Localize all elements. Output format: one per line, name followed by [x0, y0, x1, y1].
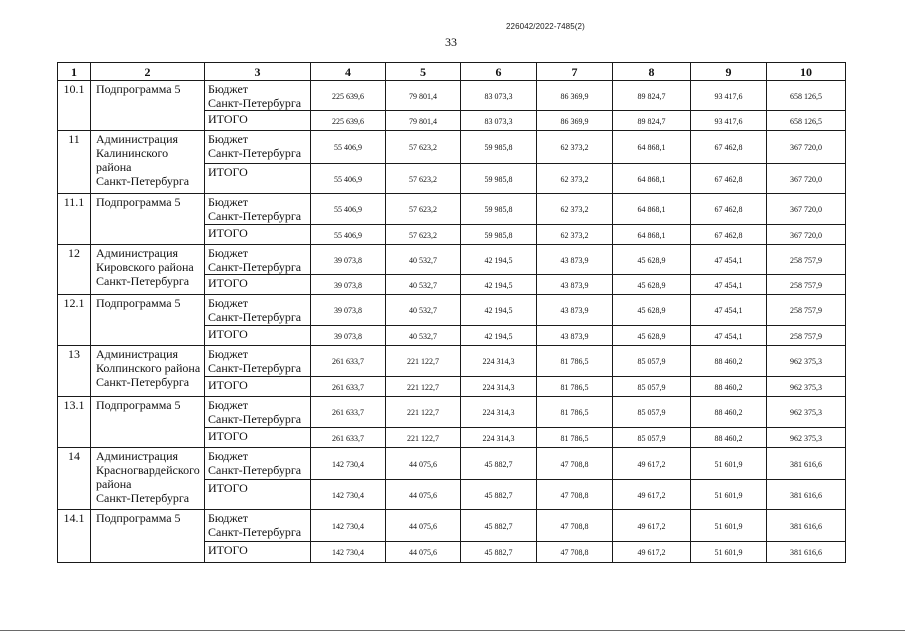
- value-cell: 85 057,9: [613, 428, 691, 448]
- value-cell: 40 532,7: [386, 326, 461, 346]
- funding-source-line: Санкт-Петербурга: [208, 361, 302, 375]
- funding-source-line: ИТОГО: [208, 481, 248, 495]
- value-cell: 962 375,3: [767, 397, 846, 428]
- funding-source: [205, 164, 311, 194]
- funding-source: [205, 81, 311, 111]
- value-cell: 221 122,7: [386, 397, 461, 428]
- value-cell: 47 708,8: [537, 448, 613, 480]
- funding-source-line: ИТОГО: [208, 378, 248, 392]
- value-cell: 79 801,4: [386, 111, 461, 131]
- value-cell: 42 194,5: [461, 295, 537, 326]
- value-cell: 59 985,8: [461, 131, 537, 164]
- table-row: [58, 295, 846, 326]
- table-row: [58, 81, 846, 111]
- value-cell: 47 454,1: [691, 326, 767, 346]
- value-cell: 85 057,9: [613, 397, 691, 428]
- row-name: [91, 346, 205, 397]
- value-cell: 962 375,3: [767, 377, 846, 397]
- value-cell: 89 824,7: [613, 81, 691, 111]
- value-cell: 367 720,0: [767, 225, 846, 245]
- value-cell: 86 369,9: [537, 81, 613, 111]
- value-cell: 43 873,9: [537, 275, 613, 295]
- funding-source: [205, 448, 311, 480]
- funding-source: [205, 346, 311, 377]
- value-cell: 81 786,5: [537, 397, 613, 428]
- value-cell: 381 616,6: [767, 510, 846, 542]
- value-cell: 40 532,7: [386, 295, 461, 326]
- funding-source-line: Бюджет: [208, 511, 249, 525]
- value-cell: 81 786,5: [537, 346, 613, 377]
- value-cell: 49 617,2: [613, 448, 691, 480]
- value-cell: 224 314,3: [461, 397, 537, 428]
- row-name-line: района: [96, 160, 132, 174]
- value-cell: 45 628,9: [613, 295, 691, 326]
- value-cell: 44 075,6: [386, 448, 461, 480]
- row-name: [91, 81, 205, 131]
- column-header: 6: [461, 63, 537, 81]
- value-cell: 42 194,5: [461, 326, 537, 346]
- row-name-line: Санкт-Петербурга: [96, 274, 190, 288]
- row-name-line: Подпрограмма 5: [96, 511, 181, 525]
- value-cell: 224 314,3: [461, 346, 537, 377]
- value-cell: 57 623,2: [386, 194, 461, 225]
- value-cell: 221 122,7: [386, 428, 461, 448]
- column-header: 2: [91, 63, 205, 81]
- value-cell: 59 985,8: [461, 194, 537, 225]
- row-name: [91, 295, 205, 346]
- value-cell: 381 616,6: [767, 480, 846, 510]
- value-cell: 45 628,9: [613, 245, 691, 275]
- funding-source-line: Санкт-Петербурга: [208, 412, 302, 426]
- value-cell: 47 454,1: [691, 295, 767, 326]
- row-name-line: Администрация: [96, 132, 179, 146]
- value-cell: 81 786,5: [537, 428, 613, 448]
- funding-source-line: Санкт-Петербурга: [208, 146, 302, 160]
- value-cell: 67 462,8: [691, 131, 767, 164]
- value-cell: 64 868,1: [613, 164, 691, 194]
- funding-source: [205, 295, 311, 326]
- value-cell: 47 708,8: [537, 510, 613, 542]
- table-row: [58, 510, 846, 542]
- value-cell: 64 868,1: [613, 225, 691, 245]
- value-cell: 45 628,9: [613, 326, 691, 346]
- row-number: 11.1: [58, 194, 91, 245]
- funding-source-line: Бюджет: [208, 398, 249, 412]
- scan-edge-line: [0, 630, 905, 631]
- value-cell: 44 075,6: [386, 480, 461, 510]
- funding-source: [205, 377, 311, 397]
- row-name-line: Администрация: [96, 246, 179, 260]
- document-number: 226042/2022-7485(2): [506, 22, 585, 31]
- funding-source-line: Бюджет: [208, 449, 249, 463]
- row-number: 12.1: [58, 295, 91, 346]
- value-cell: 261 633,7: [311, 377, 386, 397]
- value-cell: 67 462,8: [691, 225, 767, 245]
- value-cell: 258 757,9: [767, 326, 846, 346]
- value-cell: 51 601,9: [691, 510, 767, 542]
- value-cell: 261 633,7: [311, 346, 386, 377]
- funding-source-line: Санкт-Петербурга: [208, 525, 302, 539]
- row-name-line: Подпрограмма 5: [96, 296, 181, 310]
- row-name: [91, 131, 205, 194]
- value-cell: 42 194,5: [461, 245, 537, 275]
- table-row: [58, 346, 846, 377]
- value-cell: 49 617,2: [613, 480, 691, 510]
- value-cell: 86 369,9: [537, 111, 613, 131]
- funding-source: [205, 326, 311, 346]
- value-cell: 62 373,2: [537, 131, 613, 164]
- value-cell: 51 601,9: [691, 448, 767, 480]
- funding-source: [205, 131, 311, 164]
- row-name: [91, 510, 205, 563]
- value-cell: 64 868,1: [613, 131, 691, 164]
- column-header: 7: [537, 63, 613, 81]
- value-cell: 62 373,2: [537, 164, 613, 194]
- column-header: 10: [767, 63, 846, 81]
- row-name-line: Калининского: [96, 146, 169, 160]
- funding-source-line: ИТОГО: [208, 429, 248, 443]
- value-cell: 39 073,8: [311, 245, 386, 275]
- value-cell: 57 623,2: [386, 131, 461, 164]
- row-name-line: района: [96, 477, 132, 491]
- value-cell: 59 985,8: [461, 225, 537, 245]
- column-header: 3: [205, 63, 311, 81]
- funding-source: [205, 275, 311, 295]
- value-cell: 55 406,9: [311, 194, 386, 225]
- funding-source: [205, 194, 311, 225]
- value-cell: 221 122,7: [386, 346, 461, 377]
- value-cell: 142 730,4: [311, 480, 386, 510]
- value-cell: 55 406,9: [311, 225, 386, 245]
- table-header-row: [58, 63, 846, 81]
- funding-source-line: Санкт-Петербурга: [208, 463, 302, 477]
- value-cell: 62 373,2: [537, 194, 613, 225]
- value-cell: 88 460,2: [691, 397, 767, 428]
- value-cell: 47 454,1: [691, 245, 767, 275]
- funding-source-line: ИТОГО: [208, 112, 248, 126]
- column-header: 5: [386, 63, 461, 81]
- value-cell: 45 882,7: [461, 480, 537, 510]
- column-header: 4: [311, 63, 386, 81]
- value-cell: 225 639,6: [311, 81, 386, 111]
- value-cell: 57 623,2: [386, 164, 461, 194]
- column-header: 9: [691, 63, 767, 81]
- row-number: 13.1: [58, 397, 91, 448]
- table-body: [58, 81, 846, 563]
- value-cell: 381 616,6: [767, 448, 846, 480]
- column-header: 1: [58, 63, 91, 81]
- value-cell: 44 075,6: [386, 542, 461, 563]
- value-cell: 43 873,9: [537, 295, 613, 326]
- row-name-line: Кировского района: [96, 260, 194, 274]
- value-cell: 44 075,6: [386, 510, 461, 542]
- value-cell: 962 375,3: [767, 346, 846, 377]
- value-cell: 62 373,2: [537, 225, 613, 245]
- value-cell: 43 873,9: [537, 326, 613, 346]
- value-cell: 51 601,9: [691, 542, 767, 563]
- row-name-line: Красногвардейского: [96, 463, 200, 477]
- value-cell: 142 730,4: [311, 510, 386, 542]
- page-number: 33: [445, 35, 457, 49]
- row-name: [91, 194, 205, 245]
- value-cell: 93 417,6: [691, 81, 767, 111]
- value-cell: 261 633,7: [311, 428, 386, 448]
- value-cell: 57 623,2: [386, 225, 461, 245]
- value-cell: 962 375,3: [767, 428, 846, 448]
- value-cell: 49 617,2: [613, 542, 691, 563]
- value-cell: 43 873,9: [537, 245, 613, 275]
- value-cell: 221 122,7: [386, 377, 461, 397]
- row-name-line: Администрация: [96, 449, 179, 463]
- funding-source-line: Санкт-Петербурга: [208, 310, 302, 324]
- row-name-line: Санкт-Петербурга: [96, 491, 190, 505]
- row-number: 11: [58, 131, 91, 194]
- row-number: 13: [58, 346, 91, 397]
- value-cell: 93 417,6: [691, 111, 767, 131]
- table-row: [58, 194, 846, 225]
- funding-source-line: Санкт-Петербурга: [208, 96, 302, 110]
- value-cell: 45 882,7: [461, 448, 537, 480]
- row-name: [91, 245, 205, 295]
- value-cell: 88 460,2: [691, 428, 767, 448]
- value-cell: 89 824,7: [613, 111, 691, 131]
- funding-source-line: Бюджет: [208, 347, 249, 361]
- table-row: [58, 245, 846, 275]
- row-number: 12: [58, 245, 91, 295]
- value-cell: 367 720,0: [767, 131, 846, 164]
- value-cell: 658 126,5: [767, 111, 846, 131]
- value-cell: 67 462,8: [691, 164, 767, 194]
- funding-source-line: Бюджет: [208, 195, 249, 209]
- funding-source-line: Бюджет: [208, 246, 249, 260]
- value-cell: 83 073,3: [461, 111, 537, 131]
- value-cell: 85 057,9: [613, 377, 691, 397]
- value-cell: 88 460,2: [691, 377, 767, 397]
- row-name-line: Санкт-Петербурга: [96, 375, 190, 389]
- funding-source-line: Санкт-Петербурга: [208, 209, 302, 223]
- value-cell: 367 720,0: [767, 164, 846, 194]
- value-cell: 39 073,8: [311, 275, 386, 295]
- row-number: 14: [58, 448, 91, 510]
- funding-source-line: Санкт-Петербурга: [208, 260, 302, 274]
- value-cell: 55 406,9: [311, 164, 386, 194]
- value-cell: 142 730,4: [311, 542, 386, 563]
- funding-source-line: ИТОГО: [208, 327, 248, 341]
- value-cell: 224 314,3: [461, 377, 537, 397]
- value-cell: 85 057,9: [613, 346, 691, 377]
- row-name-line: Подпрограмма 5: [96, 82, 181, 96]
- funding-source-line: Бюджет: [208, 132, 249, 146]
- value-cell: 142 730,4: [311, 448, 386, 480]
- value-cell: 79 801,4: [386, 81, 461, 111]
- value-cell: 225 639,6: [311, 111, 386, 131]
- value-cell: 47 454,1: [691, 275, 767, 295]
- funding-source: [205, 542, 311, 563]
- row-name-line: Подпрограмма 5: [96, 398, 181, 412]
- value-cell: 81 786,5: [537, 377, 613, 397]
- budget-table: [57, 62, 846, 563]
- funding-source: [205, 225, 311, 245]
- funding-source: [205, 510, 311, 542]
- value-cell: 49 617,2: [613, 510, 691, 542]
- value-cell: 67 462,8: [691, 194, 767, 225]
- row-name-line: Санкт-Петербурга: [96, 174, 190, 188]
- column-header: 8: [613, 63, 691, 81]
- funding-source: [205, 428, 311, 448]
- row-name: [91, 448, 205, 510]
- value-cell: 39 073,8: [311, 295, 386, 326]
- value-cell: 39 073,8: [311, 326, 386, 346]
- value-cell: 45 882,7: [461, 542, 537, 563]
- table-row: [58, 397, 846, 428]
- table-row: [58, 448, 846, 480]
- funding-source-line: Бюджет: [208, 82, 249, 96]
- table-row: [58, 131, 846, 164]
- value-cell: 64 868,1: [613, 194, 691, 225]
- value-cell: 59 985,8: [461, 164, 537, 194]
- row-number: 10.1: [58, 81, 91, 131]
- value-cell: 367 720,0: [767, 194, 846, 225]
- value-cell: 47 708,8: [537, 542, 613, 563]
- row-number: 14.1: [58, 510, 91, 563]
- funding-source: [205, 397, 311, 428]
- value-cell: 224 314,3: [461, 428, 537, 448]
- value-cell: 658 126,5: [767, 81, 846, 111]
- row-name-line: Колпинского района: [96, 361, 201, 375]
- funding-source-line: ИТОГО: [208, 543, 248, 557]
- value-cell: 40 532,7: [386, 275, 461, 295]
- value-cell: 40 532,7: [386, 245, 461, 275]
- funding-source: [205, 111, 311, 131]
- value-cell: 83 073,3: [461, 81, 537, 111]
- funding-source-line: Бюджет: [208, 296, 249, 310]
- value-cell: 47 708,8: [537, 480, 613, 510]
- value-cell: 261 633,7: [311, 397, 386, 428]
- value-cell: 381 616,6: [767, 542, 846, 563]
- row-name: [91, 397, 205, 448]
- funding-source-line: ИТОГО: [208, 165, 248, 179]
- row-name-line: Администрация: [96, 347, 179, 361]
- value-cell: 258 757,9: [767, 295, 846, 326]
- value-cell: 51 601,9: [691, 480, 767, 510]
- value-cell: 258 757,9: [767, 245, 846, 275]
- funding-source: [205, 480, 311, 510]
- value-cell: 45 628,9: [613, 275, 691, 295]
- value-cell: 88 460,2: [691, 346, 767, 377]
- value-cell: 45 882,7: [461, 510, 537, 542]
- value-cell: 55 406,9: [311, 131, 386, 164]
- value-cell: 258 757,9: [767, 275, 846, 295]
- value-cell: 42 194,5: [461, 275, 537, 295]
- row-name-line: Подпрограмма 5: [96, 195, 181, 209]
- funding-source-line: ИТОГО: [208, 276, 248, 290]
- funding-source-line: ИТОГО: [208, 226, 248, 240]
- funding-source: [205, 245, 311, 275]
